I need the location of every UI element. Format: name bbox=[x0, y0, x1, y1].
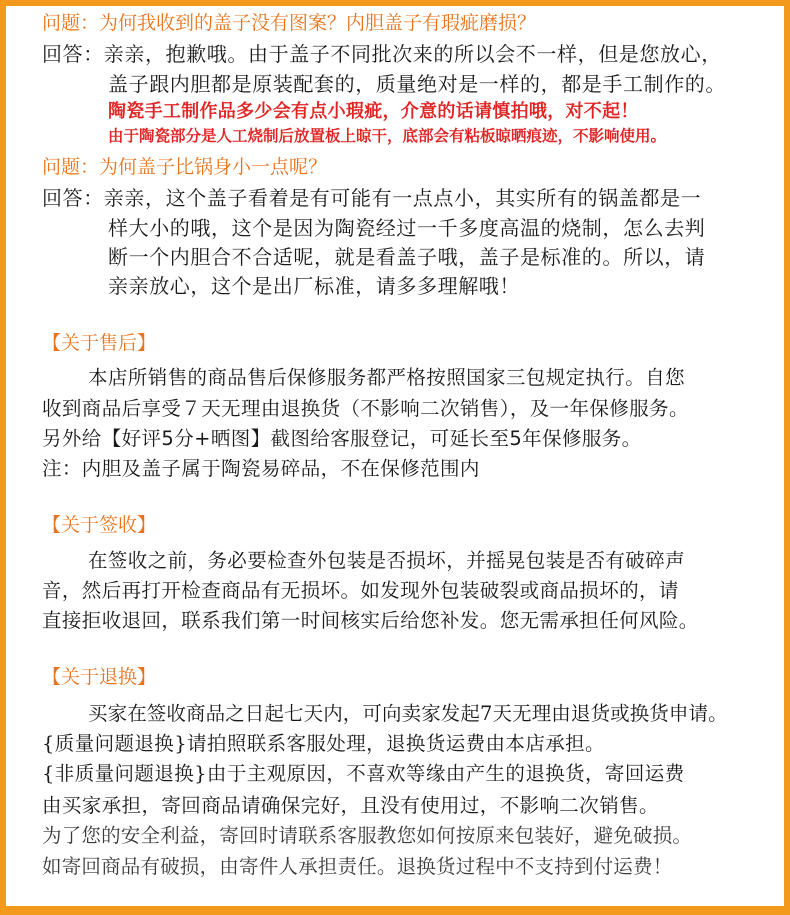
aftersale-note: 注：内胆及盖子属于陶瓷易碎品，不在保修范围内 bbox=[42, 457, 480, 480]
faq-answer-1-line-1: 回答：亲亲，抱歉哦。由于盖子不同批次来的所以会不一样，但是您放心， bbox=[42, 42, 722, 66]
faq-answer-2-line-1: 回答：亲亲，这个盖子看着是有可能有一点点小，其实所有的锅盖都是一 bbox=[42, 186, 702, 210]
faq-answer-1-line-2: 盖子跟内胆都是原装配套的，质量绝对是一样的，都是手工制作的。 bbox=[108, 72, 726, 96]
faq-answer-1-warning: 陶瓷手工制作品多少会有点小瑕疵，介意的话请慎拍哦，对不起！ bbox=[108, 101, 639, 122]
faq-answer-2-line-2: 样大小的哦，这个是因为陶瓷经过一千多度高温的烧制，怎么去判 bbox=[108, 216, 706, 240]
returns-line-1: 买家在签收商品之日起七天内，可向卖家发起7天无理由退货或换货申请。 bbox=[88, 702, 728, 725]
receipt-line-3: 直接拒收退回，联系我们第一时间核实后给您补发。您无需承担任何风险。 bbox=[42, 609, 699, 632]
faq-answer-2-line-3: 断一个内胆合不合适呢，就是看盖子哦，盖子是标准的。所以，请 bbox=[108, 245, 706, 269]
faq-answer-1-note: 由于陶瓷部分是人工烧制后放置板上晾干，底部会有粘板晾晒痕迹，不影响使用。 bbox=[108, 127, 667, 145]
aftersale-heading: 【关于售后】 bbox=[42, 332, 157, 354]
aftersale-line-1: 本店所销售的商品售后保修服务都严格按照国家三包规定执行。自您 bbox=[88, 366, 686, 389]
aftersale-line-2: 收到商品后享受７天无理由退换货（不影响二次销售），及一年保修服务。 bbox=[42, 397, 689, 420]
returns-line-2: {质量问题退换}请拍照联系客服处理，退换货运费由本店承担。 bbox=[42, 732, 605, 755]
faq-question-2: 问题：为何盖子比锅身小一点呢？ bbox=[42, 156, 328, 178]
returns-line-5: 为了您的安全利益，寄回时请联系客服教您如何按原来包装好，避免破损。 bbox=[42, 824, 693, 847]
faq-question-1: 问题：为何我收到的盖子没有图案？内胆盖子有瑕疵磨损？ bbox=[42, 12, 537, 34]
returns-line-3: {非质量问题退换}由于主观原因，不喜欢等缘由产生的退换货，寄回运费 bbox=[42, 762, 685, 785]
returns-line-6: 如寄回商品有破损，由寄件人承担责任。退换货过程中不支持到付运费！ bbox=[42, 855, 673, 878]
receipt-line-2: 音，然后再打开检查商品有无损坏。如发现外包装破裂或商品损坏的，请 bbox=[42, 579, 679, 602]
aftersale-line-3: 另外给【好评5分+晒图】截图给客服登记，可延长至5年保修服务。 bbox=[42, 427, 642, 450]
returns-line-4: 由买家承担，寄回商品请确保完好，且没有使用过，不影响二次销售。 bbox=[42, 794, 659, 817]
receipt-heading: 【关于签收】 bbox=[42, 514, 157, 536]
returns-heading: 【关于退换】 bbox=[42, 666, 157, 688]
receipt-line-1: 在签收之前，务必要检查外包装是否损坏，并摇晃包装是否有破碎声 bbox=[88, 549, 686, 572]
faq-answer-2-line-4: 亲亲放心，这个是出厂标准，请多多理解哦！ bbox=[108, 274, 520, 298]
